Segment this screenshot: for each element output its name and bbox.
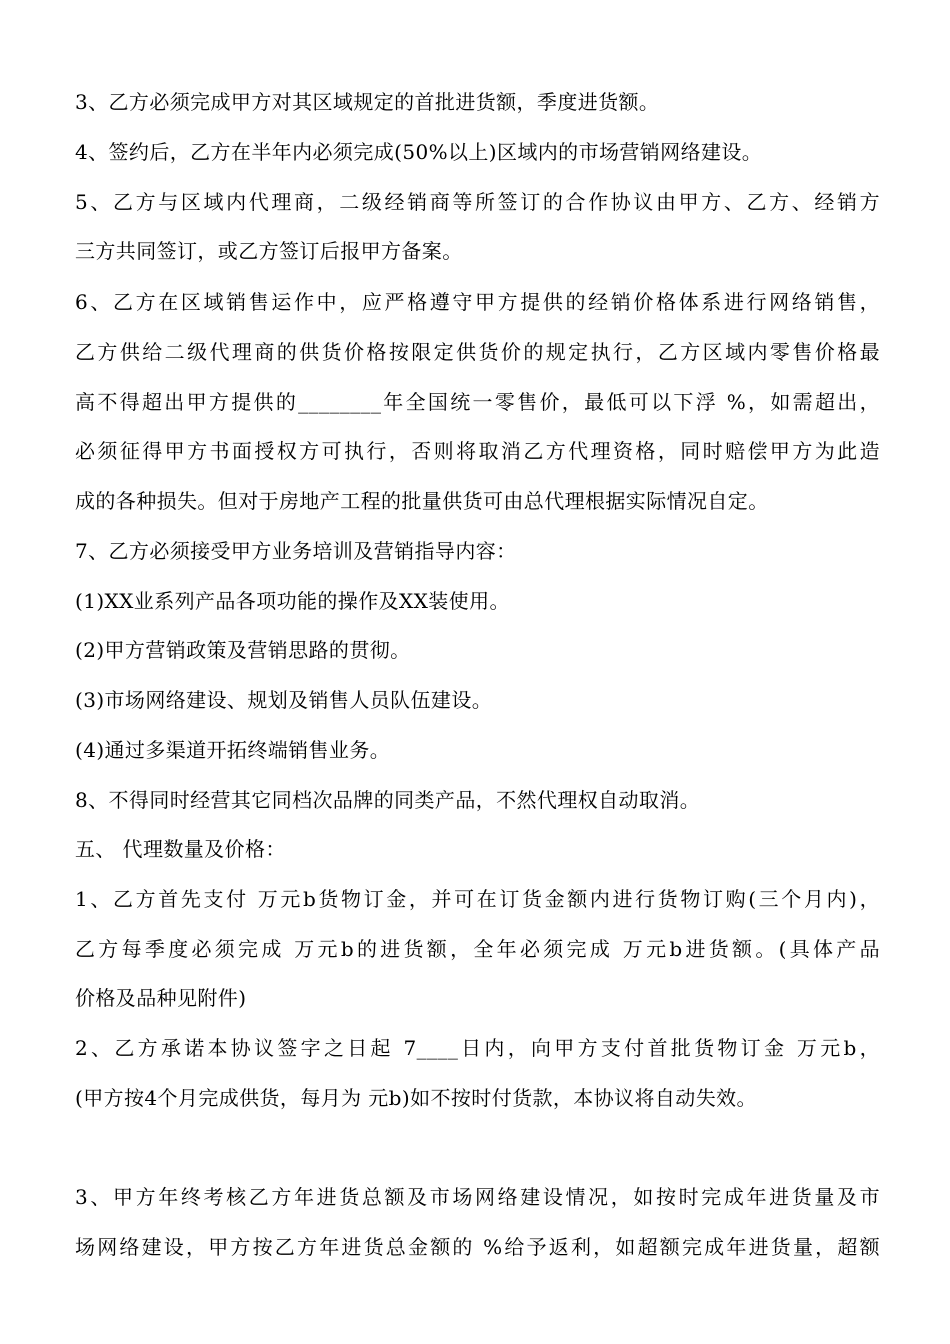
clause-7-item-2: (2)甲方营销政策及营销思路的贯彻。 [75,638,411,662]
section-5-clause-1-line-1: 1、乙方首先支付 万元b货物订金，并可在订货金额内进行货物订购(三个月内)， [75,887,880,911]
section-5-clause-1-line-2: 乙方每季度必须完成 万元b的进货额，全年必须完成 万元b进货额。(具体产品 [75,937,880,961]
section-5-clause-3-line-1: 3、甲方年终考核乙方年进货总额及市场网络建设情况，如按时完成年进货量及市 [75,1185,880,1209]
clause-6-line-5: 成的各种损失。但对于房地产工程的批量供货可由总代理根据实际情况自定。 [75,489,769,513]
clause-8-line: 8、不得同时经营其它同档次品牌的同类产品，不然代理权自动取消。 [75,788,701,812]
clause-6-line-1: 6、乙方在区域销售运作中，应严格遵守甲方提供的经销价格体系进行网络销售， [75,290,880,314]
section-5-clause-2-line-1: 2、乙方承诺本协议签字之日起 7____日内，向甲方支付首批货物订金 万元b， [75,1036,880,1060]
clause-6-line-4: 必须征得甲方书面授权方可执行，否则将取消乙方代理资格，同时赔偿甲方为此造 [75,439,880,463]
clause-5-line-1: 5、乙方与区域内代理商，二级经销商等所签订的合作协议由甲方、乙方、经销方 [75,190,880,214]
clause-4-line: 4、签约后，乙方在半年内必须完成(50%以上)区域内的市场营销网络建设。 [75,140,763,164]
section-5-heading: 五、 代理数量及价格： [75,837,286,861]
clause-6-line-3: 高不得超出甲方提供的________年全国统一零售价，最低可以下浮 %，如需超出， [75,390,880,414]
clause-5-line-2: 三方共同签订，或乙方签订后报甲方备案。 [75,239,463,263]
clause-7-item-4: (4)通过多渠道开拓终端销售业务。 [75,738,391,762]
clause-7-item-3: (3)市场网络建设、规划及销售人员队伍建设。 [75,688,493,712]
clause-7-line: 7、乙方必须接受甲方业务培训及营销指导内容： [75,539,517,563]
clause-3-line: 3、乙方必须完成甲方对其区域规定的首批进货额，季度进货额。 [75,90,660,114]
section-5-clause-1-line-3: 价格及品种见附件) [75,986,247,1010]
clause-6-line-2: 乙方供给二级代理商的供货价格按限定供货价的规定执行，乙方区域内零售价格最 [75,340,880,364]
clause-7-item-1: (1)XX业系列产品各项功能的操作及XX装使用。 [75,589,510,613]
section-5-clause-2-line-2: (甲方按4个月完成供货，每月为 元b)如不按时付货款，本协议将自动失效。 [75,1086,757,1110]
section-5-clause-3-line-2: 场网络建设，甲方按乙方年进货总金额的 %给予返利，如超额完成年进货量，超额 [75,1235,880,1259]
